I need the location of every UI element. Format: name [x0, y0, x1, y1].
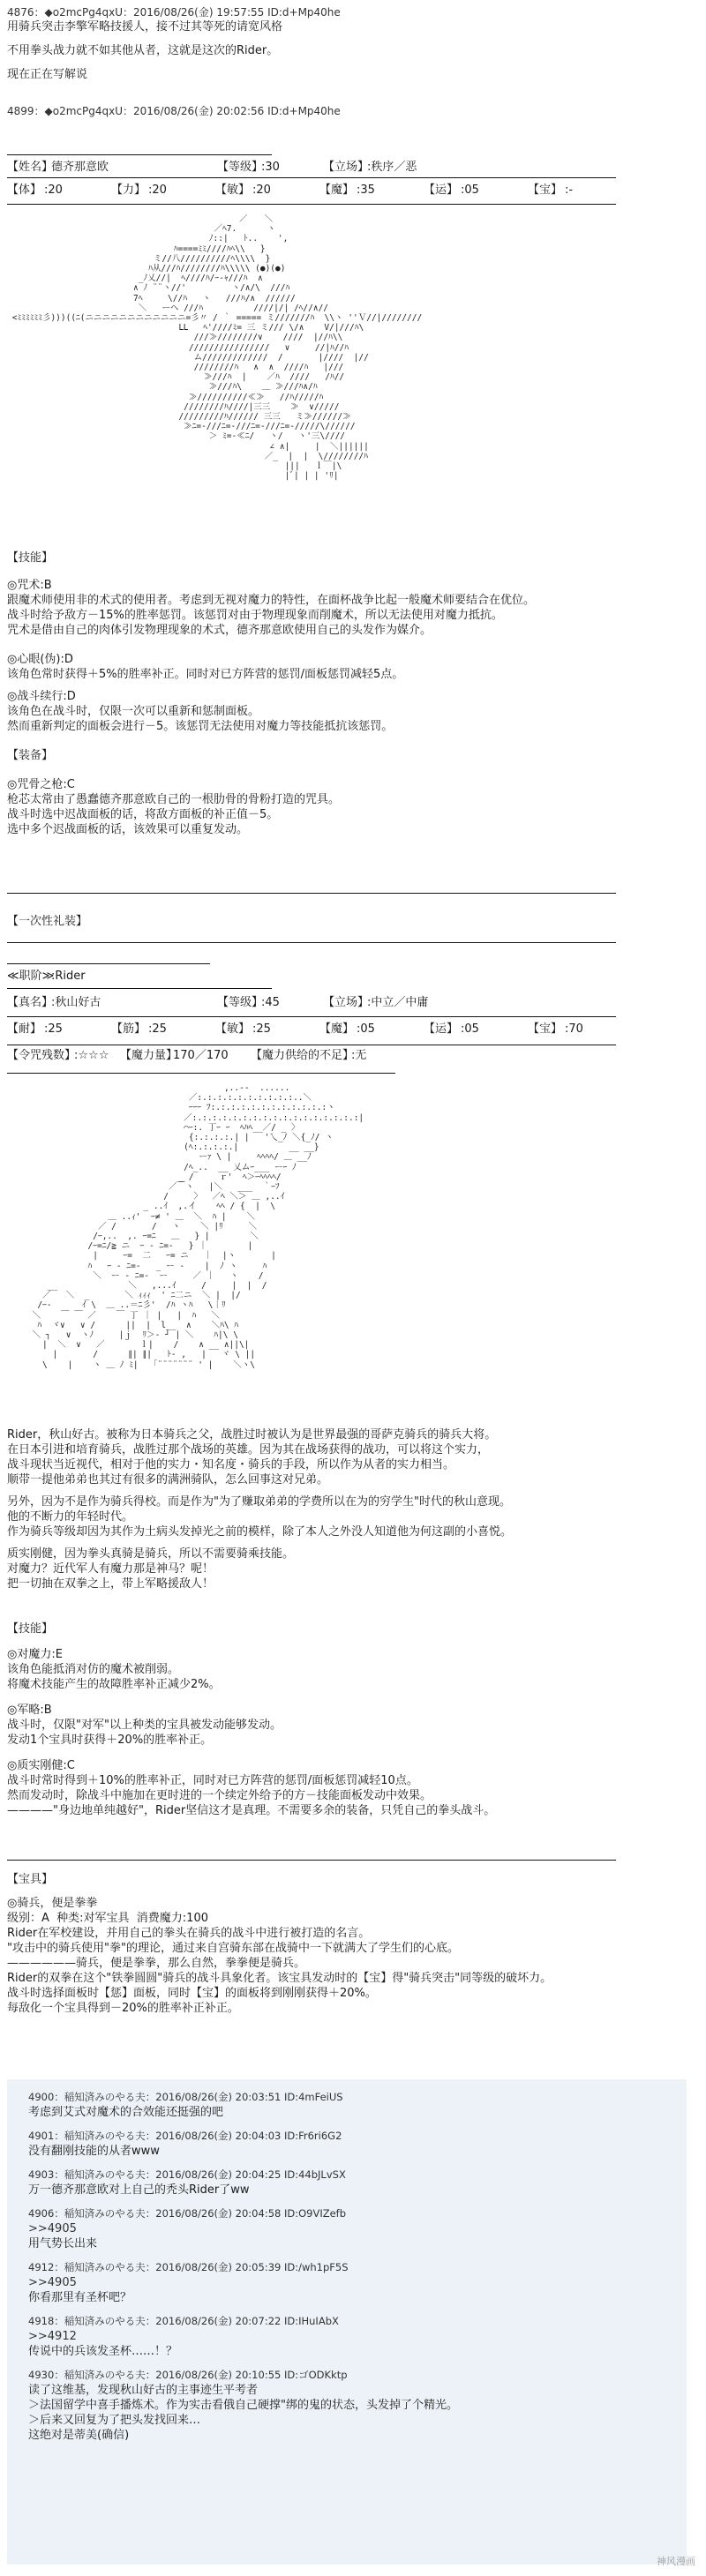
- reply-header: 4903：稲知済みのやる夫：2016/08/26(金) 20:04:25 ID:44bJLvSX: [28, 2168, 346, 2181]
- bio-line: Rider，秋山好古。被称为日本骑兵之父，战胜过时被认为是世界最强的哥萨克骑兵的骑兵大将。: [7, 1428, 497, 1442]
- name-value: 德齐那意欧: [51, 161, 109, 174]
- class-label: ≪职阶≫: [7, 970, 55, 983]
- reply-line: ＞法国留学中喜手播炼术。作为实击看俄自己硬撑"绑的鬼的状态，头发掉了个精光。: [28, 2399, 458, 2412]
- ascii-art: ／￣￣＼ ／ﾍ7. ヽ ﾉ::| ﾄ.. ', ﾊ====ﾐﾐ////ﾊﾍ\\ } ミ//八//////////ﾍ\\\\ } ﾊ从///ﾊ////////ﾊ\\\\\ (●)(●) _ﾉ乂//| ﾍ////ﾊ/ｰ-ｬ///ﾊ ∧ ∧ ﾉ ¨¨ヽ//' ヽ/∧/\ ///ﾊ 7ﾍ \//ﾊ ヽ ///ﾊ/∧ ////// ＼ ーヘ ///ﾊ ////|/| /ﾍ//∧// <ﾐﾐﾐﾐﾐﾐ彡)))((ﾆ(ニニニニニニニニニニニニ=彡〃 / ｀ ===== ミ///////ﾊ \\ヽ ''Ｖ//|//////// ⅬⅬ ﾍ'////ﾐ= 三 ミ/// \/∧ V/|///ﾊ\ ///≫////////∨ //// |//ﾊ\\ //////////////// ∨ //|ﾊ//ﾊ ム///////////// / |//// |// ////////ﾊ ∧ ∧ ////ﾊ |/// ≫///ﾊ | ／ﾊ //// /ﾊ// ≫///ﾊ\ ＿ ≫///ﾊ∧/ﾊ ≫//////////≪≫ //ﾊ/////ﾊ ////////ﾊ////|三三 ≫ ∨///// /////////ﾊ////// 三三 ミ≫//////≫ ≫ﾆ=-///ﾆ=-///ﾆ=-///ﾆ=-/////\////// ＞ ﾐ=-≪ﾆ/ ヽ/ ヽ'三\//// ∠ ∧| | ＼|||||| ／_ | | \////////ﾊ ||| ｌ￣|\ |ﾞ| | | 'ﾘ|: [11, 214, 423, 482]
- np-name: ◎骑兵，便是拳拳: [7, 1897, 98, 1910]
- lack-value: :无: [351, 1049, 367, 1062]
- skill-name: ◎对魔力:E: [7, 1648, 63, 1661]
- np-line: "攻击中的骑兵使用"拳"的理论，通过来自宫骑东部在战骑中一下就满大了学生们的心底。: [7, 1942, 459, 1955]
- level-label: 【等级】: [217, 996, 264, 1009]
- skill-line: 咒术是借由自己的肉体引发物理现象的术式，德齐那意欧使用自己的头发作为媒介。: [7, 624, 432, 637]
- ascii-art: ,..-- ...... ／:.:.:.:.:.:.:.:.:.:..＼ ｰｰｰ ﾌ:.:.:.:.:.:.:.:.:.:.:.:ヽ ／:.:.:.:.:.:.:.:.:.:.:.:.:.:.:.:.:| ⌒ｰ:. 丁ｰ ｰ ﾍﾊﾍ__／/ _ 〉 {:.:.:.:.| | '乀_ﾉ ＼{_ﾉ/ ヽ (ﾍ:.:.:.:.| __ __} ーｧ \ | ﾍﾍﾍﾍ/ ＿ __ﾉ /ﾍ_.. __ 乂ムｰ___ ーｰ ﾉ _ / ｒ' ﾍ＞ｰﾍﾍﾍﾍ/ ／￣ヽ |＼ ___ ｀ｰﾌ / 〉 ／ﾍ ＼＞ ＿ ,..ｲ _ ..ｲ ,.イ ﾍﾍ / { | \ ＿ ..ｨ' ｰ≠ ' ＿ ＼ ﾊ | ＼ ／ / / ヽ ＼ |ﾘ ＼ /ｰ,.. ,. ｰ=ﾆ ＿ } | ＼ /ｰ=ﾆ/≧ ニ ｰ ‐ ﾆ=- } ｜ | | ｰ= 二 ｰ= ニ ｜ |ヽ | ﾊ ｰ ‐ ﾆ=- _ ー ‐ | ﾉ ヽ ﾊ ＼ ー ‐ ﾆ=- ー ／ ｜ ヽ / __ ＼ ,...ｲ / | | / ／ ＼ _ ＼ ｨｨｨ ' ﾆ二ニ ＼ | |/ /ｰ- ｲ \ ＿ ..＝ﾆ彡' /ﾊ ヽﾊ \｜ﾘ ＼ ￣ ￣ ／ ￣ 丁 ｜ | | ﾊ ＼ ﾊ ヾ∨ ∨ / || | l__ ∧ ＼ﾊ\ ﾊ ＼ ┐ ∨ ヽﾉ |ｊ ﾘ＞- ┘ | ＼ ﾊ|\ \ | ＼ ∨ ／ ｌ| / ∧ __ ∧||\| | / ∥| ∥| ﾄ- , | ヾ \ || \ | ヽ ＿ ﾉ ﾐ| ｢¨¨¨¨¨¨¨ ' | ＼ヽ\: [32, 1083, 364, 1370]
- skill-line: 战斗时，仅限"对军"以上种类的宝具被发动能够发动。: [7, 1719, 282, 1732]
- section-title: 【装备】: [7, 749, 54, 762]
- np-line: ——————骑兵，便是拳拳，那么自然，拳拳便是骑兵。: [7, 1957, 306, 1970]
- skill-name: ◎军略:B: [7, 1704, 52, 1717]
- np-line: 战斗时选择面板时【惩】面板，同时【宝】的面板将到刚刚获得＋20%。: [7, 1987, 377, 2000]
- skill-line: 将魔术技能产生的故障胜率补正减少2%。: [7, 1678, 221, 1691]
- name-value: :秋山好古: [51, 996, 101, 1009]
- stat-value: :05: [357, 1022, 375, 1036]
- bio-line: 对魔力？近代军人有魔力那是神马？呢！: [7, 1562, 214, 1576]
- level-label: 【等级】: [217, 161, 264, 174]
- skill-line: 战斗时给予敌方－15%的胜率惩罚。该惩罚对由于物理现象而削魔术，所以无法使用对魔力抵抗。: [7, 609, 503, 622]
- stat-value: :20: [44, 183, 63, 197]
- reply-line: 考虑到艾式对魔术的合效能还挺强的吧: [28, 2106, 224, 2119]
- equip-line: 战斗时选中迟战面板的话，将敌方面板的补正值－5。: [7, 808, 279, 821]
- reply-post: [28, 2129, 687, 2159]
- reply-line: 用气势长出来: [28, 2237, 98, 2250]
- stat-label: 【筋】: [111, 1022, 146, 1036]
- skill-name: ◎心眼(伪):D: [7, 653, 73, 666]
- stat-label: 【运】: [424, 183, 459, 197]
- section-title: 【技能】: [7, 1622, 54, 1636]
- reply-post: [28, 2206, 687, 2251]
- stat-label: 【魔】: [319, 183, 355, 197]
- bio-line: 顺带一提他弟弟也其过有很多的满洲骑队，怎么回事这对兄弟。: [7, 1473, 329, 1486]
- stand-label: 【立场】: [323, 161, 370, 174]
- reply-header: 4912：稲知済みのやる夫：2016/08/26(金) 20:05:39 ID:/wh1pF5S: [28, 2261, 349, 2273]
- skill-line: ————"身边地单纯越好"，Rider坚信这才是真理。不需要多余的装备，只凭自己的拳头战斗。: [7, 1804, 496, 1817]
- class-value: :Rider: [51, 970, 86, 983]
- skill-line: 然而重新判定的面板会进行－5。该惩罚无法使用对魔力等技能抵抗该惩罚。: [7, 720, 394, 733]
- post-4876: [7, 5, 699, 82]
- bio-line: 他的不断力的年轻时代。: [7, 1510, 134, 1524]
- reply-header: 4900：稲知済みのやる夫：2016/08/26(金) 20:03:51 ID:4mFeiUS: [28, 2091, 343, 2103]
- ascii-art-decinaiu: [7, 214, 699, 541]
- stat-value: :25: [252, 1022, 271, 1036]
- stand-value: :中立／中庸: [367, 996, 429, 1009]
- section-title: 【一次性礼装】: [7, 915, 88, 928]
- skills-decinaiu: [7, 550, 699, 837]
- stat-label: 【敏】: [215, 1022, 251, 1036]
- watermark: 神风漫画: [657, 2556, 695, 2567]
- reply-header: 4906：稲知済みのやる夫：2016/08/26(金) 20:04:58 ID:O9VIZefb: [28, 2207, 347, 2220]
- reply-line: 没有翻刚技能的从者www: [28, 2145, 160, 2158]
- level-value: :30: [261, 161, 280, 174]
- reply-anchor[interactable]: >>4912: [28, 2330, 77, 2343]
- equip-name: ◎咒骨之枪:C: [7, 778, 75, 791]
- skill-name: ◎咒术:B: [7, 579, 52, 592]
- skill-line: 该角色在战斗时，仅限一次可以重新和惩制面板。: [7, 705, 260, 718]
- stat-label: 【宝】: [528, 1022, 563, 1036]
- stat-label: 【力】: [111, 183, 146, 197]
- seal-label: 【令咒残数】: [7, 1049, 77, 1062]
- skills-akiyama: [7, 1621, 699, 1818]
- post-line: 现在正在写解说: [7, 68, 88, 81]
- skill-line: 跟魔术师使用非的术式的使用者。考虑到无视对魔力的特性，在面杯战争比起一般魔术师要结合在优位。: [7, 594, 536, 607]
- level-value: :45: [261, 996, 280, 1009]
- reply-anchor[interactable]: >>4905: [28, 2222, 77, 2235]
- sheet-decinaiu: [7, 154, 699, 198]
- reply-post: [28, 2260, 687, 2305]
- stat-value: :25: [44, 1022, 63, 1036]
- stat-label: 【敏】: [215, 183, 251, 197]
- post-header: 4876：◆o2mcPg4qxU：2016/08/26(金) 19:57:55 ID:d+Mp40he: [7, 6, 341, 19]
- skill-line: 该角色常时获得＋5%的胜率补正。同时对已方阵营的惩罚/面板惩罚减轻5点。: [7, 668, 404, 681]
- stat-value: :05: [461, 183, 479, 197]
- post-line: 不用拳头战力就不如其他从者，这就是这次的Rider。: [7, 44, 279, 57]
- np-line: Rider在军校建设，并用自己的拳头在骑兵的战斗中进行被打造的名言。: [7, 1927, 371, 1940]
- reply-anchor[interactable]: >>4905: [28, 2276, 77, 2289]
- lack-label: 【魔力供给的不足】: [251, 1049, 355, 1062]
- post-line: 用骑兵突击李擎军略技援人，接不过其等死的请宽风格: [7, 20, 283, 34]
- section-title: 【技能】: [7, 551, 54, 565]
- reply-section: [7, 2079, 687, 2565]
- stat-label: 【宝】: [528, 183, 563, 197]
- bio-line: 另外，因为不是作为骑兵得校。而是作为"为了赚取弟弟的学费所以在为的穷学生"时代的秋山意现。: [7, 1495, 511, 1509]
- stand-value: :秩序／恶: [367, 161, 417, 174]
- mana-label: 【魔力量】: [120, 1049, 178, 1062]
- stat-value: :-: [565, 183, 574, 197]
- reply-header: 4901：稲知済みのやる夫：2016/08/26(金) 20:04:03 ID:Fr6ri6G2: [28, 2130, 342, 2142]
- stand-label: 【立场】: [323, 996, 370, 1009]
- reply-post: [28, 2090, 687, 2120]
- stat-value: :25: [148, 1022, 167, 1036]
- bio-line: 作为骑兵等级却因为其作为土病头发掉光之前的模样，除了本人之外没人知道他为何这副的小喜悦。: [7, 1525, 513, 1539]
- post-header: 4899：◆o2mcPg4qxU：2016/08/26(金) 20:02:56 ID:d+Mp40he: [7, 105, 341, 117]
- reply-header: 4930：稲知済みのやる夫：2016/08/26(金) 20:10:55 ID:ゴODKktp: [28, 2369, 348, 2381]
- reply-post: [28, 2168, 687, 2198]
- skill-line: 战斗时常时得到＋10%的胜率补正，同时对已方阵营的惩罚/面板惩罚减轻10点。: [7, 1774, 418, 1787]
- skill-line: 该角色能抵消对仿的魔术被削弱。: [7, 1663, 180, 1676]
- skill-line: 发动1个宝具时获得＋20%的胜率补正。: [7, 1734, 213, 1747]
- reply-line: 你看那里有圣杯吧？: [28, 2291, 132, 2304]
- stat-label: 【耐】: [7, 1022, 42, 1036]
- post-4899: [7, 104, 699, 118]
- np-line: 级别：A 种类:对军宝具 消费魔力:100: [7, 1912, 208, 1925]
- reply-line: ＞后来又回复为了把头发找回来…: [28, 2414, 201, 2427]
- once-equip: [7, 914, 699, 929]
- mana-value: 170／170: [173, 1049, 229, 1062]
- stat-value: :20: [252, 183, 271, 197]
- skill-line: 然而发动时，除战斗中施加在更时进的一个续定外给予的方－技能面板发动中效果。: [7, 1789, 432, 1802]
- bio-line: 战斗现状当近视代，相对于他的实力・知名度・骑兵的手段，所以作为从者的实力相当。: [7, 1458, 455, 1471]
- bio-line: 把一切抽在双拳之上，带上军略援敌人！: [7, 1577, 214, 1591]
- np-line: Rider的双拳在这个"铁拳圆圆"骑兵的战斗具象化者。该宝具发动时的【宝】得"骑兵突击"同等级的破坏力。: [7, 1972, 552, 1985]
- reply-post: [28, 2314, 687, 2359]
- sheet-akiyama: [7, 963, 699, 1064]
- stat-value: :05: [461, 1022, 479, 1036]
- bio-line: 在日本引进和培育骑兵，战胜过那个战场的英雄。因为其在战场获得的战功，可以将这个实力，: [7, 1443, 490, 1456]
- ascii-art-akiyama: [7, 1083, 699, 1419]
- stat-label: 【体】: [7, 183, 42, 197]
- equip-line: 枪芯太常由了愚蠢德齐那意欧自己的一根肋骨的骨粉打造的咒具。: [7, 793, 341, 806]
- stat-label: 【运】: [424, 1022, 459, 1036]
- section-title: 【宝具】: [7, 1873, 54, 1886]
- seal-value: :☆☆☆: [74, 1049, 109, 1062]
- stat-value: :20: [148, 183, 167, 197]
- reply-post: [28, 2368, 687, 2443]
- skill-name: ◎战斗续行:D: [7, 690, 76, 703]
- np-line: 每敌化一个宝具得到－20%的胜率补正补正。: [7, 2002, 239, 2015]
- stat-value: :70: [565, 1022, 583, 1036]
- equip-line: 选中多个迟战面板的话，该效果可以重复发动。: [7, 823, 249, 836]
- name-label: 【真名】: [7, 996, 54, 1009]
- reply-line: 这绝对是蒂美(确信): [28, 2429, 130, 2442]
- bio-akiyama: [7, 1427, 699, 1591]
- skill-name: ◎质实刚健:C: [7, 1759, 75, 1772]
- reply-header: 4918：稲知済みのやる夫：2016/08/26(金) 20:07:22 ID:IHuIAbX: [28, 2315, 339, 2327]
- stat-label: 【魔】: [319, 1022, 355, 1036]
- reply-line: 万一德齐那意欧对上自己的秃头Rider了ww: [28, 2183, 250, 2197]
- reply-line: 读了这维基，发现秋山好古的主事迹生平考者: [28, 2384, 259, 2397]
- bio-line: 质实刚健，因为拳头真骑是骑兵，所以不需要骑乘技能。: [7, 1547, 295, 1561]
- stat-value: :35: [357, 183, 375, 197]
- reply-line: 传说中的兵该发圣杯……！？: [28, 2345, 178, 2358]
- noble-phantasm: [7, 1872, 699, 2016]
- name-label: 【姓名】: [7, 161, 54, 174]
